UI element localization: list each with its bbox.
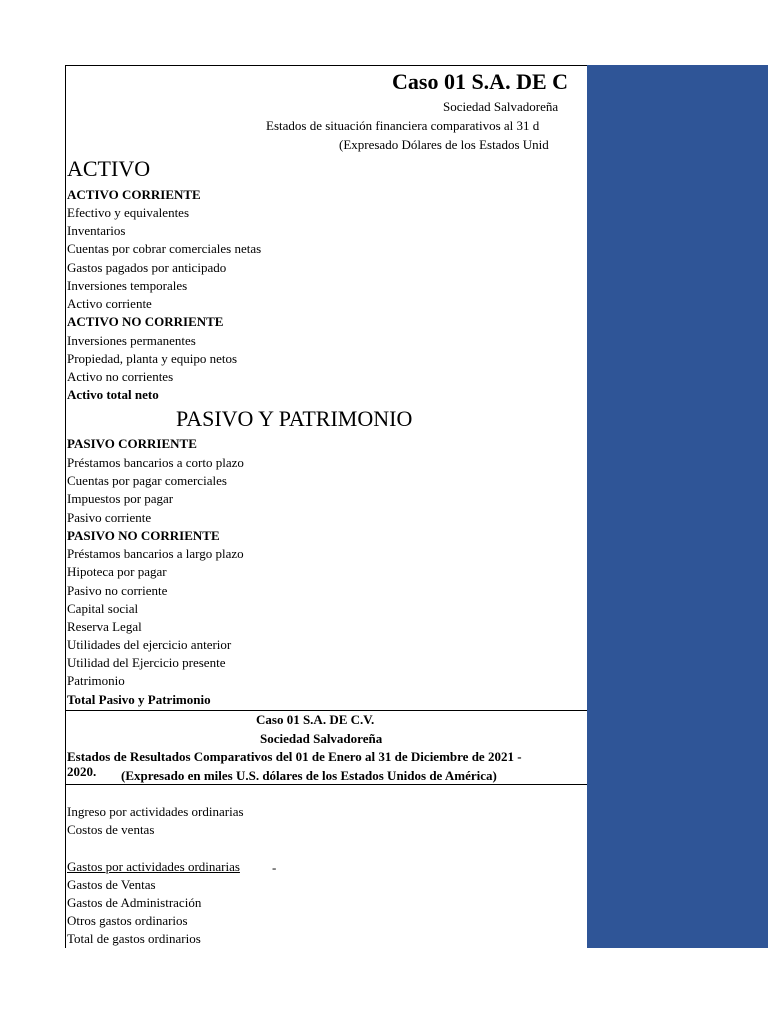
list-item: Activo corriente: [67, 296, 152, 311]
list-item: Gastos de Ventas: [67, 877, 156, 892]
list-item: Capital social: [67, 601, 139, 616]
list-item: Préstamos bancarios a corto plazo: [67, 455, 244, 470]
list-item: Inversiones permanentes: [67, 333, 196, 348]
list-item: Utilidades del ejercicio anterior: [67, 637, 232, 652]
list-item: Efectivo y equivalentes: [67, 205, 190, 220]
list-item: Pasivo no corriente: [67, 583, 168, 598]
activo-no-corriente-heading: ACTIVO NO CORRIENTE: [67, 314, 224, 329]
income-currency-note: (Expresado en miles U.S. dólares de los Estados Unidos de América): [121, 768, 497, 783]
balance-statement: Estados de situación financiera comparativos al 31 d: [266, 118, 540, 133]
list-item: Impuestos por pagar: [67, 491, 174, 506]
income-subtitle: Sociedad Salvadoreña: [260, 731, 383, 746]
pasivo-corriente-heading: PASIVO CORRIENTE: [67, 436, 197, 451]
activo-heading: ACTIVO: [67, 156, 151, 181]
list-item: Inventarios: [67, 223, 126, 238]
list-item: Pasivo corriente: [67, 510, 152, 525]
list-item: Préstamos bancarios a largo plazo: [67, 546, 244, 561]
list-item: Activo no corrientes: [67, 369, 174, 384]
income-statement-line1: Estados de Resultados Comparativos del 01 de Enero al 31 de Diciembre de 2021 -: [67, 749, 522, 764]
balance-currency-note: (Expresado Dólares de los Estados Unid: [339, 137, 549, 152]
list-item: Patrimonio: [67, 673, 125, 688]
activo-corriente-heading: ACTIVO CORRIENTE: [67, 187, 201, 202]
pasivo-total: Total Pasivo y Patrimonio: [67, 692, 211, 707]
list-item: Cuentas por pagar comerciales: [67, 473, 227, 488]
list-item: Gastos de Administración: [67, 895, 202, 910]
balance-subtitle: Sociedad Salvadoreña: [443, 99, 559, 114]
list-item: Reserva Legal: [67, 619, 142, 634]
gastos-heading: Gastos por actividades ordinarias: [67, 859, 240, 874]
list-item: Hipoteca por pagar: [67, 564, 167, 579]
list-item: Otros gastos ordinarios: [67, 913, 188, 928]
spreadsheet-page: [65, 65, 768, 948]
pasivo-no-corriente-heading: PASIVO NO CORRIENTE: [67, 528, 220, 543]
list-item: Ingreso por actividades ordinarias: [67, 804, 244, 819]
list-item: Inversiones temporales: [67, 278, 188, 293]
pasivo-heading: PASIVO Y PATRIMONIO: [176, 406, 413, 431]
list-item: Total de gastos ordinarios: [67, 931, 201, 946]
income-statement-line2: 2020.: [67, 764, 97, 779]
divider: [66, 710, 588, 711]
balance-title: Caso 01 S.A. DE C: [392, 69, 569, 94]
blue-panel: [587, 65, 768, 948]
gastos-dash: -: [272, 860, 277, 875]
list-item: Utilidad del Ejercicio presente: [67, 655, 226, 670]
income-title: Caso 01 S.A. DE C.V.: [256, 712, 375, 727]
statement-area: [65, 65, 587, 948]
list-item: Propiedad, planta y equipo netos: [67, 351, 238, 366]
divider: [66, 784, 588, 785]
list-item: Cuentas por cobrar comerciales netas: [67, 241, 262, 256]
activo-total: Activo total neto: [67, 387, 159, 402]
list-item: Gastos pagados por anticipado: [67, 260, 227, 275]
list-item: Costos de ventas: [67, 822, 155, 837]
